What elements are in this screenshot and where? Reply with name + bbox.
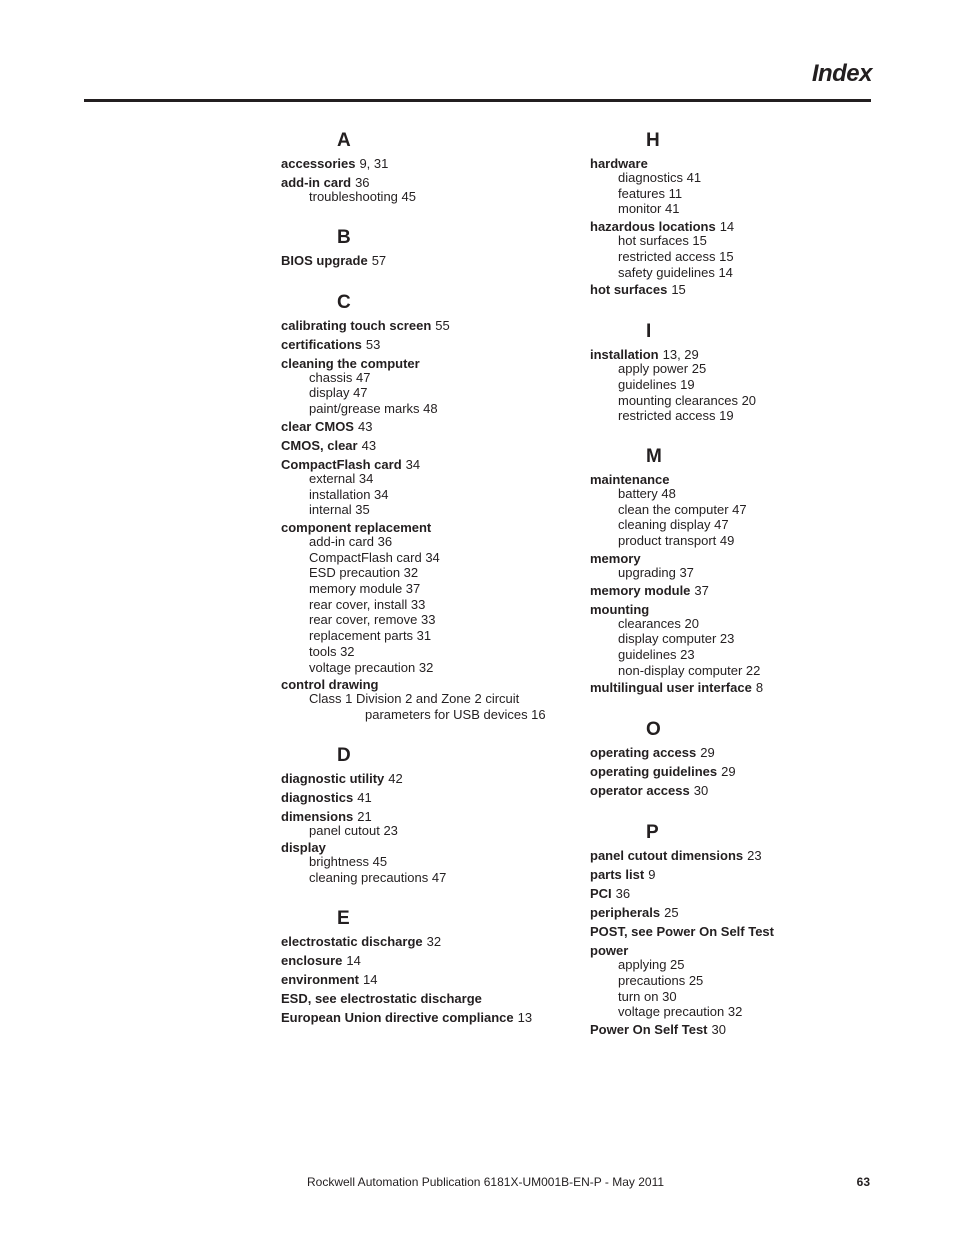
subentry: restricted access 15 bbox=[618, 248, 734, 264]
entry-term: component replacement bbox=[281, 519, 432, 535]
subentry-list bbox=[309, 854, 581, 885]
subentry: apply power 25 bbox=[618, 361, 707, 377]
subentry: display 47 bbox=[309, 385, 368, 401]
index-column-left bbox=[281, 128, 581, 1047]
entry-term: parts list bbox=[590, 867, 645, 883]
entry-pages: 55 bbox=[435, 317, 450, 333]
subentry: brightness 45 bbox=[309, 854, 388, 870]
subentry: hot surfaces 15 bbox=[618, 233, 707, 249]
entry-term: display bbox=[281, 840, 326, 856]
subentry-list bbox=[309, 534, 581, 675]
entry-term: hardware bbox=[590, 156, 648, 171]
index-entry bbox=[281, 1008, 581, 1027]
subentry: rear cover, install 33 bbox=[309, 596, 426, 612]
entry-pages: 34 bbox=[405, 456, 421, 472]
subentry: safety guidelines 14 bbox=[618, 264, 733, 280]
section-letter: P bbox=[646, 822, 659, 844]
entry-term: PCI bbox=[590, 886, 612, 902]
entry-term: Power On Self Test bbox=[590, 1022, 708, 1038]
entry-term: POST, see Power On Self Test bbox=[590, 924, 774, 940]
subentry: clearances 20 bbox=[618, 615, 699, 631]
index-section bbox=[590, 717, 880, 800]
entry-term: memory module bbox=[590, 582, 691, 598]
subentry: installation 34 bbox=[309, 486, 389, 502]
subentry: ESD precaution 32 bbox=[309, 565, 419, 581]
entry-term: cleaning the computer bbox=[281, 355, 420, 371]
subentry: product transport 49 bbox=[618, 533, 735, 549]
entry-pages: 30 bbox=[711, 1022, 726, 1038]
subentry: Class 1 Division 2 and Zone 2 circuit bbox=[309, 691, 520, 707]
subentry-list bbox=[309, 471, 581, 518]
entry-term: electrostatic discharge bbox=[281, 933, 423, 949]
entry-term: CompactFlash card bbox=[281, 456, 402, 472]
entry-pages: 53 bbox=[365, 336, 381, 352]
entry-term: control drawing bbox=[281, 677, 379, 693]
subentry-list bbox=[618, 486, 880, 549]
index-section bbox=[281, 128, 581, 205]
subentry: diagnostics 41 bbox=[618, 170, 702, 185]
index-entry bbox=[590, 781, 880, 800]
index-section bbox=[590, 820, 880, 1039]
entry-pages: 29 bbox=[700, 745, 715, 761]
index-entry bbox=[281, 769, 581, 788]
subentry-list bbox=[309, 823, 581, 839]
index-entry bbox=[590, 762, 880, 781]
index-entry bbox=[281, 436, 581, 455]
entry-term: clear CMOS bbox=[281, 418, 354, 434]
entry-term: maintenance bbox=[590, 472, 670, 488]
entry-term: multilingual user interface bbox=[590, 680, 752, 696]
entry-term: enclosure bbox=[281, 952, 343, 968]
entry-pages: 21 bbox=[357, 808, 372, 824]
index-column-right bbox=[590, 128, 880, 1059]
entry-pages: 32 bbox=[426, 933, 442, 949]
entry-term: calibrating touch screen bbox=[281, 317, 432, 333]
entry-pages: 9, 31 bbox=[359, 156, 389, 171]
entry-term: operating guidelines bbox=[590, 764, 718, 780]
entry-pages: 42 bbox=[388, 770, 403, 786]
entry-term: installation bbox=[590, 347, 659, 363]
subentry: monitor 41 bbox=[618, 201, 680, 217]
subentry: precautions 25 bbox=[618, 973, 704, 989]
index-section bbox=[281, 290, 581, 723]
entry-term: European Union directive compliance bbox=[281, 1009, 514, 1025]
index-entry bbox=[590, 280, 880, 299]
subentry: CompactFlash card 34 bbox=[309, 549, 440, 565]
entry-term: mounting bbox=[590, 601, 650, 617]
index-entry bbox=[590, 581, 880, 600]
subentry: restricted access 19 bbox=[618, 408, 734, 424]
section-letter: A bbox=[337, 130, 351, 151]
title-rule bbox=[84, 99, 871, 102]
subentry: battery 48 bbox=[618, 486, 676, 502]
entry-pages: 15 bbox=[671, 282, 686, 298]
section-letter: B bbox=[337, 226, 351, 248]
subentry: mounting clearances 20 bbox=[618, 392, 757, 408]
index-section bbox=[590, 319, 880, 424]
entry-pages: 36 bbox=[355, 175, 370, 190]
entry-pages: 14 bbox=[346, 952, 361, 968]
section-letter: H bbox=[646, 130, 660, 151]
entry-term: diagnostics bbox=[281, 789, 354, 805]
index-entry bbox=[590, 922, 880, 941]
subentry-list bbox=[309, 691, 581, 722]
index-entry bbox=[281, 154, 581, 173]
index-entry bbox=[590, 1020, 880, 1039]
entry-pages: 8 bbox=[755, 680, 764, 696]
entry-pages: 13, 29 bbox=[662, 347, 699, 363]
entry-term: accessories bbox=[281, 156, 356, 171]
subentry-list bbox=[618, 233, 880, 280]
index-section bbox=[281, 225, 581, 270]
subentry: add-in card 36 bbox=[309, 533, 393, 549]
entry-term: BIOS upgrade bbox=[281, 252, 368, 268]
entry-pages: 43 bbox=[361, 437, 377, 453]
subentry: cleaning precautions 47 bbox=[309, 870, 447, 886]
subentry: memory module 37 bbox=[309, 581, 421, 597]
entry-term: power bbox=[590, 943, 629, 959]
index-entry bbox=[281, 932, 581, 951]
subentry-list bbox=[618, 616, 880, 679]
section-letter: D bbox=[337, 744, 351, 766]
entry-pages: 30 bbox=[693, 783, 709, 799]
page-number: 63 bbox=[856, 1175, 870, 1189]
subentry: voltage precaution 32 bbox=[309, 659, 434, 675]
index-entry bbox=[281, 335, 581, 354]
subentry: voltage precaution 32 bbox=[618, 1004, 743, 1020]
subentry: turn on 30 bbox=[618, 988, 677, 1004]
index-entry bbox=[281, 316, 581, 335]
entry-pages: 9 bbox=[648, 867, 656, 883]
index-entry bbox=[590, 903, 880, 922]
subentry: parameters for USB devices 16 bbox=[365, 706, 546, 722]
index-section bbox=[281, 906, 581, 1027]
entry-term: CMOS, clear bbox=[281, 437, 358, 453]
subentry-list bbox=[618, 957, 880, 1020]
entry-term: certifications bbox=[281, 336, 362, 352]
index-entry bbox=[590, 846, 880, 865]
section-letter: I bbox=[646, 321, 652, 343]
index-section bbox=[281, 743, 581, 886]
subentry: paint/grease marks 48 bbox=[309, 401, 438, 417]
entry-pages: 25 bbox=[664, 905, 679, 921]
subentry: upgrading 37 bbox=[618, 564, 694, 580]
subentry-list bbox=[309, 189, 581, 205]
section-letter: O bbox=[646, 719, 661, 741]
entry-term: environment bbox=[281, 971, 360, 987]
subentry: guidelines 23 bbox=[618, 646, 695, 662]
entry-pages: 43 bbox=[357, 418, 373, 434]
subentry: cleaning display 47 bbox=[618, 517, 729, 533]
entry-pages: 57 bbox=[371, 252, 387, 268]
entry-pages: 29 bbox=[721, 764, 736, 780]
subentry-list bbox=[618, 565, 880, 581]
subentry: panel cutout 23 bbox=[309, 822, 398, 838]
subentry: guidelines 19 bbox=[618, 376, 695, 392]
index-entry bbox=[590, 743, 880, 762]
index-section bbox=[590, 128, 880, 299]
index-entry bbox=[281, 951, 581, 970]
subentry: replacement parts 31 bbox=[309, 628, 432, 644]
index-entry bbox=[590, 884, 880, 903]
entry-term: ESD, see electrostatic discharge bbox=[281, 990, 482, 1006]
entry-pages: 23 bbox=[747, 848, 762, 864]
entry-term: hot surfaces bbox=[590, 282, 668, 298]
entry-term: dimensions bbox=[281, 808, 354, 824]
entry-term: hazardous locations bbox=[590, 219, 716, 235]
page-title: Index bbox=[811, 60, 872, 87]
index-section bbox=[590, 444, 880, 697]
subentry: features 11 bbox=[618, 185, 683, 201]
subentry: non-display computer 22 bbox=[618, 662, 761, 678]
entry-term: operating access bbox=[590, 745, 697, 761]
entry-term: panel cutout dimensions bbox=[590, 848, 744, 864]
entry-term: memory bbox=[590, 550, 641, 566]
index-entry bbox=[281, 417, 581, 436]
subentry: rear cover, remove 33 bbox=[309, 612, 436, 628]
subentry: clean the computer 47 bbox=[618, 501, 747, 517]
entry-term: diagnostic utility bbox=[281, 770, 385, 786]
subentry: external 34 bbox=[309, 470, 374, 486]
subentry-list bbox=[618, 361, 880, 424]
subentry: display computer 23 bbox=[618, 631, 735, 647]
entry-term: operator access bbox=[590, 783, 690, 799]
entry-pages: 14 bbox=[719, 219, 735, 235]
subentry-list bbox=[618, 170, 880, 217]
entry-pages: 37 bbox=[694, 582, 709, 598]
subentry: internal 35 bbox=[309, 502, 370, 518]
entry-pages: 14 bbox=[363, 971, 378, 987]
entry-pages: 36 bbox=[615, 886, 631, 902]
index-entry bbox=[281, 989, 581, 1008]
section-letter: C bbox=[337, 291, 351, 313]
subentry: applying 25 bbox=[618, 957, 685, 973]
index-entry bbox=[590, 865, 880, 884]
subentry: tools 32 bbox=[309, 643, 355, 659]
entry-pages: 41 bbox=[357, 789, 372, 805]
index-entry bbox=[281, 251, 581, 270]
index-entry bbox=[590, 678, 880, 697]
entry-term: peripherals bbox=[590, 905, 661, 921]
entry-term: add-in card bbox=[281, 175, 352, 190]
section-letter: E bbox=[337, 907, 350, 929]
subentry: chassis 47 bbox=[309, 369, 371, 385]
index-entry bbox=[281, 788, 581, 807]
entry-pages: 13 bbox=[517, 1009, 533, 1025]
subentry-list bbox=[309, 370, 581, 417]
index-entry bbox=[281, 970, 581, 989]
subentry: troubleshooting 45 bbox=[309, 189, 416, 204]
footer-publication: Rockwell Automation Publication 6181X-UM001B-EN-P - May 2011 bbox=[307, 1175, 665, 1189]
section-letter: M bbox=[646, 446, 662, 468]
